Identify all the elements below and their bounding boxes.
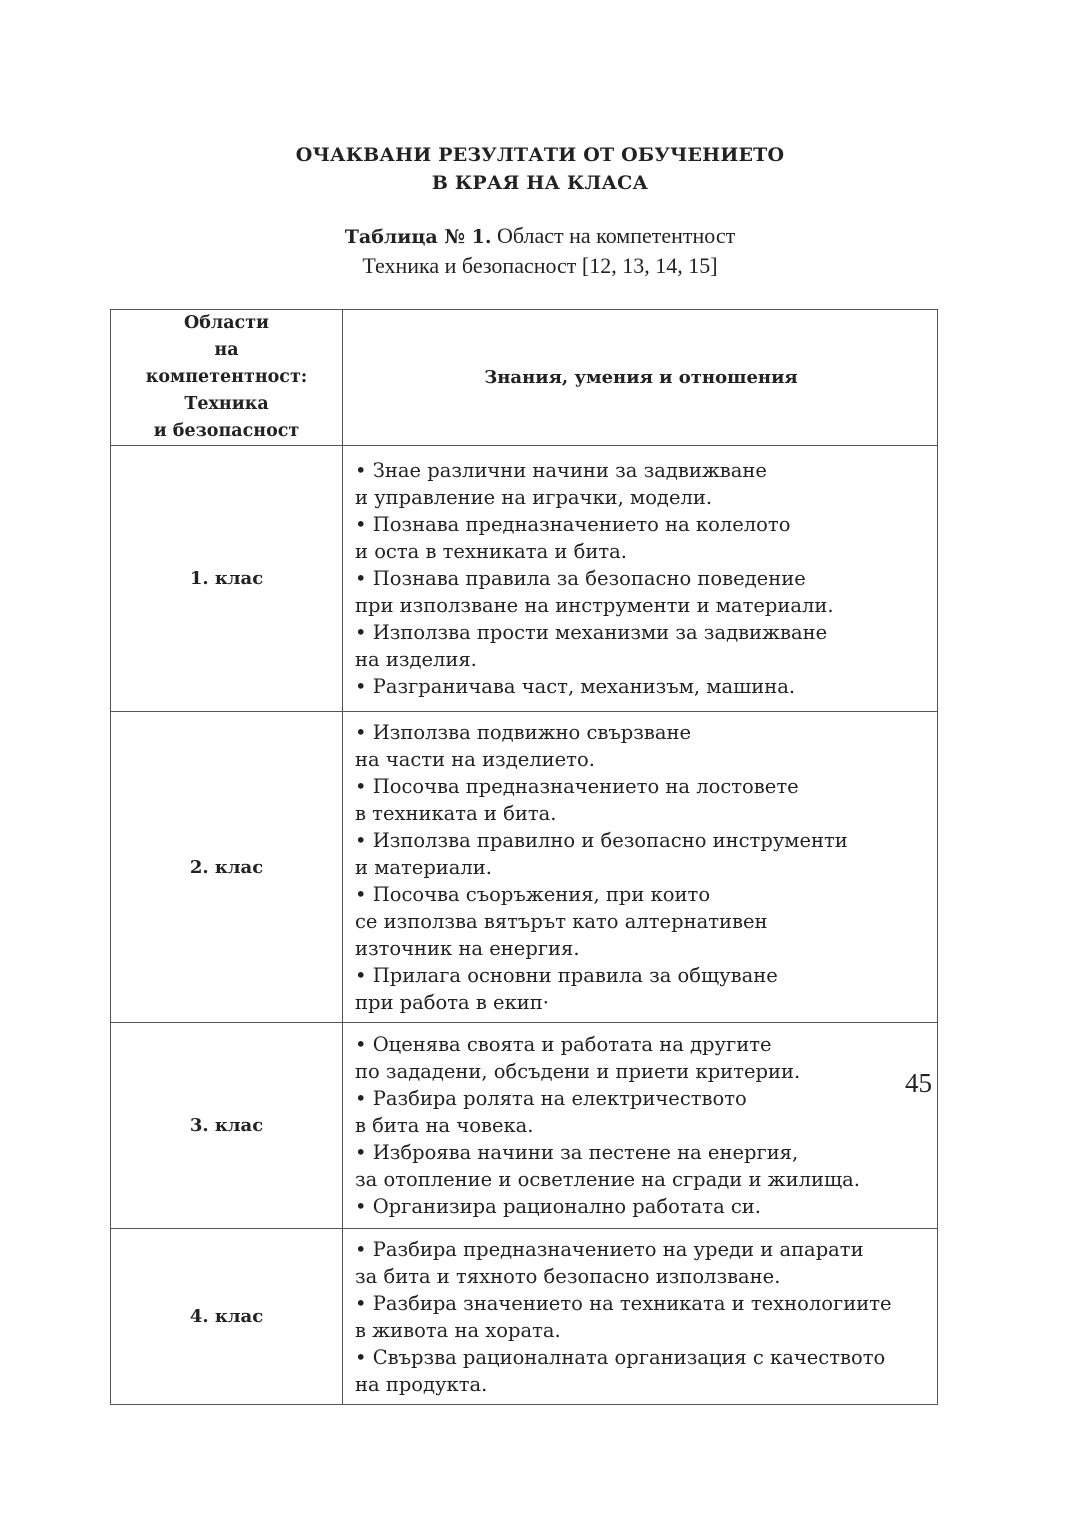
- outcome-line: и управление на играчки, модели.: [355, 486, 713, 509]
- outcome-line: се използва вятърът като алтернативен: [355, 909, 768, 933]
- outcome-line: при използване на инструменти и материали.: [355, 594, 834, 617]
- outcome-line: • Знае различни начини за задвижване: [355, 459, 767, 482]
- header-competence-area: [111, 310, 343, 446]
- outcome-line: за отопление и осветление на сгради и жилища.: [355, 1168, 860, 1191]
- outcomes-cell: [343, 1229, 938, 1405]
- outcome-line: • Свързва рационалната организация с качеството: [355, 1345, 886, 1369]
- outcome-line: • Разграничава част, механизъм, машина.: [355, 675, 796, 698]
- header-knowledge-skills: Знания, умения и отношения: [343, 310, 938, 446]
- outcome-line: в живота на хората.: [355, 1318, 561, 1342]
- outcome-line: • Познава правила за безопасно поведение: [355, 567, 806, 590]
- grade-cell: 2. клас: [111, 712, 343, 1023]
- outcome-line: • Посочва предназначението на лостовете: [355, 774, 799, 798]
- outcome-line: • Прилага основни правила за общуване: [355, 963, 778, 987]
- outcome-line: • Използва правилно и безопасно инструменти: [355, 828, 848, 852]
- outcome-line: • Оценява своята и работата на другите: [355, 1033, 772, 1056]
- header-line: Техника: [184, 394, 269, 414]
- grade-cell: 4. клас: [111, 1229, 343, 1405]
- header-line: компетентност:: [145, 367, 308, 387]
- outcome-line: • Разбира значението на техниката и технологиите: [355, 1291, 892, 1315]
- header-line: на: [214, 340, 239, 360]
- outcome-line: • Разбира предназначението на уреди и апарати: [355, 1237, 864, 1261]
- outcome-line: на части на изделието.: [355, 747, 595, 771]
- header-line: Области: [183, 313, 270, 333]
- table-caption-line-2: Техника и безопасност [12, 13, 14, 15]: [362, 253, 718, 278]
- outcome-line: • Изброява начини за пестене на енергия,: [355, 1141, 799, 1164]
- outcomes-cell: [343, 446, 938, 712]
- table-row: [111, 446, 938, 712]
- outcomes-cell: [343, 1023, 938, 1229]
- outcome-line: и материали.: [355, 855, 493, 879]
- table-caption-number: Таблица № 1.: [344, 226, 492, 248]
- outcome-line: • Разбира ролята на електричеството: [355, 1087, 747, 1110]
- outcome-line: в бита на човека.: [355, 1114, 534, 1137]
- outcome-line: за бита и тяхното безопасно използване.: [355, 1264, 781, 1288]
- outcomes-cell: [343, 712, 938, 1023]
- outcome-line: • Познава предназначението на колелото: [355, 513, 791, 536]
- outcome-line: при работа в екип·: [355, 990, 549, 1014]
- table-row: [111, 1229, 938, 1405]
- table-row: [111, 712, 938, 1023]
- outcome-line: в техниката и бита.: [355, 801, 557, 825]
- grade-cell: 1. клас: [111, 446, 343, 712]
- outcome-line: източник на енергия.: [355, 936, 580, 960]
- outcome-line: • Организира рационално работата си.: [355, 1195, 762, 1218]
- page-number: 45: [905, 1068, 932, 1098]
- competence-table: [110, 309, 938, 1405]
- page-heading-line-2: В КРАЯ НА КЛАСА: [431, 172, 649, 194]
- outcome-line: • Посочва съоръжения, при които: [355, 882, 711, 906]
- page-heading-line-1: ОЧАКВАНИ РЕЗУЛТАТИ ОТ ОБУЧЕНИЕТО: [295, 144, 785, 166]
- outcome-line: на изделия.: [355, 648, 477, 671]
- table-caption: [0, 223, 1080, 249]
- table-row: [111, 1023, 938, 1229]
- outcome-line: • Използва прости механизми за задвижване: [355, 621, 828, 644]
- outcome-line: • Използва подвижно свързване: [355, 720, 692, 744]
- table-caption-text: Област на компетентност: [496, 223, 736, 248]
- grade-cell: 3. клас: [111, 1023, 343, 1229]
- outcome-line: по зададени, обсъдени и приети критерии.: [355, 1060, 801, 1083]
- outcome-line: на продукта.: [355, 1372, 488, 1396]
- header-line: и безопасност: [153, 421, 300, 441]
- table-header-row: [111, 310, 938, 446]
- outcome-line: и оста в техниката и бита.: [355, 540, 627, 563]
